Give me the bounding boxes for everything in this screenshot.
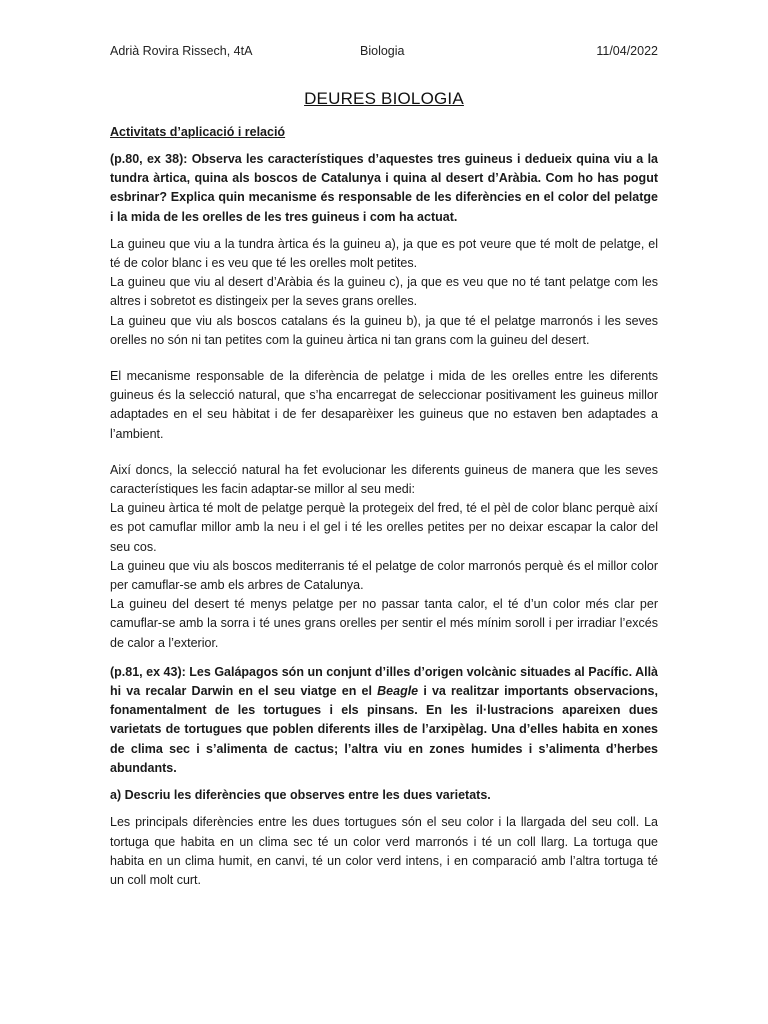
- page-header: [110, 44, 658, 62]
- question-2-text-end: i va realitzar importants observacions, fonamentalment de les tortugues i els pinsans. En les il·lustracions apareixen dues varietats de tortugues que poblen diferents illes de l’arxipèlag. Una d’elles habita en xones de clima sec i s’alimenta de cactus; l’altra viu en zones humides i s’alimenta d’herbes abundants.: [110, 684, 658, 775]
- answer-1-paragraph: El mecanisme responsable de la diferència de pelatge i mida de les orelles entre les diferents guineus és la selecció natural, que s’ha encarregat de seleccionar positivament les guineus millor adaptades en el seu hàbitat i de fer desaparèixer les guineus que no estaven ben adaptades a l’ambient.: [110, 369, 658, 441]
- answer-1-paragraph: Així doncs, la selecció natural ha fet evolucionar les diferents guineus de manera que les seves característiques les facin adaptar-se millor al seu medi:: [110, 462, 658, 497]
- answer-1-paragraph: La guineu que viu al desert d’Aràbia és la guineu c), ja que es veu que no té tant pelatge com les altres i sobretot es distingeix per la seves grans orelles.: [110, 275, 658, 309]
- question-2-text: (p.81, ex 43): Les Galápagos són un conjunt d’illes d’origen volcànic situades al Pacífic. Allà hi va recalar Darwin en el seu viatge en el: [110, 664, 658, 699]
- question-2a: a) Descriu les diferències que observes entre les dues varietats.: [110, 788, 491, 803]
- header-subject: Biologia: [360, 44, 405, 58]
- document-body: [110, 150, 658, 890]
- answer-1-paragraph: La guineu àrtica té molt de pelatge perquè la protegeix del fred, té el pèl de color blanc perquè així es pot camuflar millor amb la neu i el gel i té les orelles petites per no deixar escapar la calor del seu cos.: [110, 501, 658, 554]
- answer-1-paragraph: La guineu que viu a la tundra àrtica és la guineu a), ja que es pot veure que té molt de pelatge, el té de color blanc i es veu que té les orelles molt petites.: [110, 236, 658, 271]
- answer-1-paragraph: La guineu que viu als boscos catalans és la guineu b), ja que té el pelatge marronós i les seves orelles no són ni tan petites com la guineu àrtica ni tan grans com la guineu del desert.: [110, 313, 658, 347]
- question-2-ship-name: Beagle: [377, 684, 419, 699]
- document-title: DEURES BIOLOGIA: [304, 89, 464, 108]
- question-1: (p.80, ex 38): Observa les característiques d’aquestes tres guineus i dedueix quina viu a la tundra àrtica, quina als boscos de Catalunya i quina al desert d’Aràbia. Com ho has pogut esbrinar? Explica quin mecanisme és responsable de les diferències en el color del pelatge i la mida de les orelles de les tres guineus i com ha actuat.: [110, 152, 658, 224]
- answer-2a: Les principals diferències entre les dues tortugues són el seu color i la llargada del seu coll. La tortuga que habita en un clima sec té un color verd marronós i té un coll llarg. La tortuga que habita en un clima humit, en canvi, té un color verd intens, i en comparació amb l’altra tortuga té un coll molt curt.: [110, 815, 658, 887]
- question-2: [110, 663, 658, 778]
- answer-1-paragraph: La guineu que viu als boscos mediterranis té el pelatge de color marronós perquè és el millor color per camuflar-se amb els arbres de Catalunya.: [110, 558, 658, 593]
- section-heading: Activitats d’aplicació i relació: [110, 125, 286, 139]
- header-date: 11/04/2022: [596, 44, 658, 58]
- answer-1-paragraph: La guineu del desert té menys pelatge per no passar tanta calor, el té d’un color més clar per camuflar-se amb la sorra i té unes grans orelles per sentir el més mínim soroll i per irradiar l’excés de calor a l’exterior.: [110, 597, 658, 650]
- header-author: Adrià Rovira Rissech, 4tA: [110, 44, 253, 58]
